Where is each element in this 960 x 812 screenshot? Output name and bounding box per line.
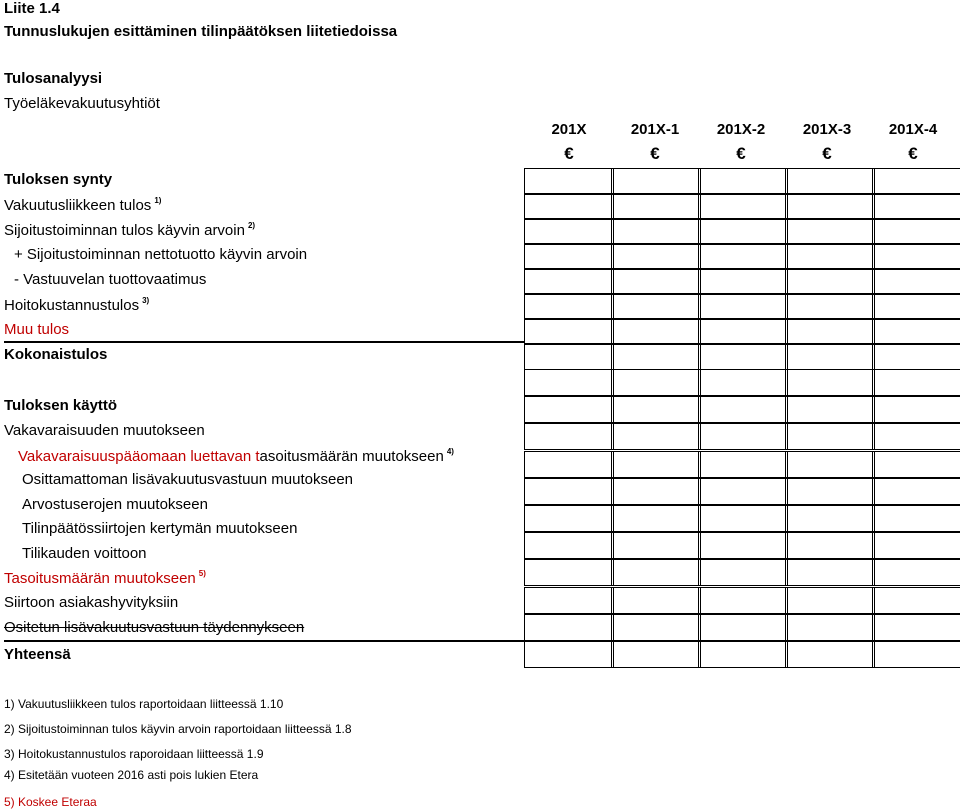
value-cell[interactable] <box>698 268 788 295</box>
value-cell[interactable] <box>611 532 701 559</box>
value-cell[interactable] <box>524 396 614 423</box>
row-label: Tasoitusmäärän muutokseen $^{5)}$ <box>4 569 206 587</box>
value-cell[interactable] <box>785 369 875 396</box>
value-cell[interactable] <box>611 369 701 396</box>
value-cell[interactable] <box>785 587 875 614</box>
value-cell[interactable] <box>524 369 614 396</box>
value-cell[interactable] <box>872 268 960 295</box>
value-cell[interactable] <box>872 243 960 270</box>
value-cell[interactable] <box>611 243 701 270</box>
value-cell[interactable] <box>524 243 614 270</box>
row-label: + Sijoitustoiminnan nettotuotto käyvin arvoin <box>14 246 308 263</box>
row-label: Arvostuserojen muutokseen <box>22 496 208 513</box>
value-cell[interactable] <box>785 218 875 245</box>
footnote: 2) Sijoitustoiminnan tulos käyvin arvoin raportoidaan liitteessä 1.8 <box>4 722 352 736</box>
value-cell[interactable] <box>524 343 614 370</box>
currency-symbol: € <box>564 144 574 163</box>
value-cell[interactable] <box>611 343 701 370</box>
value-cell[interactable] <box>524 451 614 478</box>
footnote: 3) Hoitokustannustulos raporoidaan liitteessä 1.9 <box>4 747 264 761</box>
currency-symbol: € <box>736 144 746 163</box>
appendix-label: Liite 1.4 <box>4 0 60 17</box>
value-cell[interactable] <box>524 293 614 320</box>
value-cell[interactable] <box>698 396 788 423</box>
footnote: 5) Koskee Eteraa <box>4 795 97 809</box>
value-cell[interactable] <box>524 641 614 668</box>
subsection-title: Työeläkevakuutusyhtiöt <box>4 95 160 112</box>
value-cell[interactable] <box>785 451 875 478</box>
total-label-kaytto: Yhteensä <box>4 646 71 663</box>
value-cell[interactable] <box>611 218 701 245</box>
value-cell[interactable] <box>872 218 960 245</box>
value-cell[interactable] <box>698 614 788 641</box>
value-cell[interactable] <box>611 423 701 450</box>
total-rule <box>4 640 524 642</box>
value-cell[interactable] <box>698 478 788 505</box>
value-cell[interactable] <box>872 343 960 370</box>
value-cell[interactable] <box>698 505 788 532</box>
column-header-201x-3: 201X-3 <box>802 121 852 138</box>
value-cell[interactable] <box>698 559 788 586</box>
value-cell[interactable] <box>611 396 701 423</box>
value-cell[interactable] <box>785 641 875 668</box>
column-header-201x-2: 201X-2 <box>716 121 766 138</box>
column-header-201x-4: 201X-4 <box>888 121 938 138</box>
value-cell[interactable] <box>872 293 960 320</box>
value-cell[interactable] <box>872 532 960 559</box>
value-cell[interactable] <box>872 193 960 220</box>
section-heading-synty: Tuloksen synty <box>4 171 113 188</box>
value-cell[interactable] <box>785 423 875 450</box>
value-cell[interactable] <box>785 243 875 270</box>
footnote: 1) Vakuutusliikkeen tulos raportoidaan liitteessä 1.10 <box>4 697 284 711</box>
value-cell[interactable] <box>698 193 788 220</box>
value-cell[interactable] <box>785 318 875 345</box>
currency-symbol: € <box>650 144 660 163</box>
value-cell[interactable] <box>872 559 960 586</box>
value-cell[interactable] <box>872 451 960 478</box>
value-cell[interactable] <box>872 423 960 450</box>
value-cell[interactable] <box>611 614 701 641</box>
column-header-201x-1: 201X-1 <box>630 121 680 138</box>
value-cell[interactable] <box>698 343 788 370</box>
value-cell[interactable] <box>785 505 875 532</box>
footnote: 4) Esitetään vuoteen 2016 asti pois lukien Etera <box>4 768 259 782</box>
row-label: Vakuutusliikkeen tulos $^{1)}$ <box>4 196 162 214</box>
value-cell[interactable] <box>872 318 960 345</box>
value-cell[interactable] <box>698 369 788 396</box>
value-cell[interactable] <box>611 587 701 614</box>
row-label: Sijoitustoiminnan tulos käyvin arvoin $^{2)}$ <box>4 221 256 239</box>
value-cell[interactable] <box>524 614 614 641</box>
currency-symbol: € <box>908 144 918 163</box>
value-cell[interactable] <box>872 369 960 396</box>
value-cell[interactable] <box>524 318 614 345</box>
row-label: Tilikauden voittoon <box>22 545 147 562</box>
value-cell[interactable] <box>698 218 788 245</box>
value-cell[interactable] <box>872 614 960 641</box>
row-label: Hoitokustannustulos $^{3)}$ <box>4 296 150 314</box>
column-header-201x: 201X <box>551 121 587 138</box>
value-cell[interactable] <box>524 532 614 559</box>
row-label: Tilinpäätössiirtojen kertymän muutokseen <box>22 520 298 537</box>
value-cell[interactable] <box>785 532 875 559</box>
value-cell[interactable] <box>611 478 701 505</box>
value-cell[interactable] <box>872 505 960 532</box>
value-cell[interactable] <box>524 505 614 532</box>
value-cell[interactable] <box>698 168 788 195</box>
value-cell[interactable] <box>698 641 788 668</box>
value-cell[interactable] <box>698 423 788 450</box>
value-cell[interactable] <box>524 218 614 245</box>
section-heading-kaytto: Tuloksen käyttö <box>4 397 118 414</box>
value-cell[interactable] <box>698 293 788 320</box>
value-cell[interactable] <box>785 396 875 423</box>
value-cell[interactable] <box>872 641 960 668</box>
value-cell[interactable] <box>698 587 788 614</box>
row-label: Muu tulos <box>4 321 70 338</box>
value-cell[interactable] <box>611 293 701 320</box>
value-cell[interactable] <box>524 478 614 505</box>
value-cell[interactable] <box>785 168 875 195</box>
value-cell[interactable] <box>872 168 960 195</box>
value-cell[interactable] <box>611 505 701 532</box>
value-cell[interactable] <box>524 423 614 450</box>
currency-symbol: € <box>822 144 832 163</box>
value-cell[interactable] <box>872 396 960 423</box>
row-label: Vakavaraisuuden muutokseen <box>4 422 205 439</box>
value-cell[interactable] <box>872 587 960 614</box>
value-cell[interactable] <box>785 343 875 370</box>
row-label: Siirtoon asiakashyvityksiin <box>4 594 179 611</box>
total-rule <box>4 341 524 343</box>
value-cell[interactable] <box>872 478 960 505</box>
row-label: Ositetun lisävakuutusvastuun täydennykseen <box>4 619 305 636</box>
value-cell[interactable] <box>785 559 875 586</box>
row-label: - Vastuuvelan tuottovaatimus <box>14 271 207 288</box>
value-cell[interactable] <box>698 243 788 270</box>
value-cell[interactable] <box>524 193 614 220</box>
value-cell[interactable] <box>524 587 614 614</box>
value-cell[interactable] <box>611 168 701 195</box>
value-cell[interactable] <box>611 268 701 295</box>
value-cell[interactable] <box>611 559 701 586</box>
value-cell[interactable] <box>611 193 701 220</box>
value-cell[interactable] <box>785 193 875 220</box>
document-title: Tunnuslukujen esittäminen tilinpäätöksen liitetiedoissa <box>4 23 398 40</box>
value-cell[interactable] <box>785 268 875 295</box>
value-cell[interactable] <box>785 478 875 505</box>
value-cell[interactable] <box>524 559 614 586</box>
value-cell[interactable] <box>698 318 788 345</box>
row-label: Osittamattoman lisävakuutusvastuun muutokseen <box>22 471 354 488</box>
section-title: Tulosanalyysi <box>4 70 103 87</box>
value-cell[interactable] <box>524 168 614 195</box>
value-cell[interactable] <box>785 293 875 320</box>
value-cell[interactable] <box>785 614 875 641</box>
row-label: Vakavaraisuuspääomaan luettavan tasoitusmäärän muutokseen $^{4)}$ <box>18 447 454 465</box>
value-cell[interactable] <box>698 451 788 478</box>
value-cell[interactable] <box>524 268 614 295</box>
total-label-synty: Kokonaistulos <box>4 346 108 363</box>
value-cell[interactable] <box>698 532 788 559</box>
value-cell[interactable] <box>611 451 701 478</box>
value-cell[interactable] <box>611 318 701 345</box>
value-cell[interactable] <box>611 641 701 668</box>
